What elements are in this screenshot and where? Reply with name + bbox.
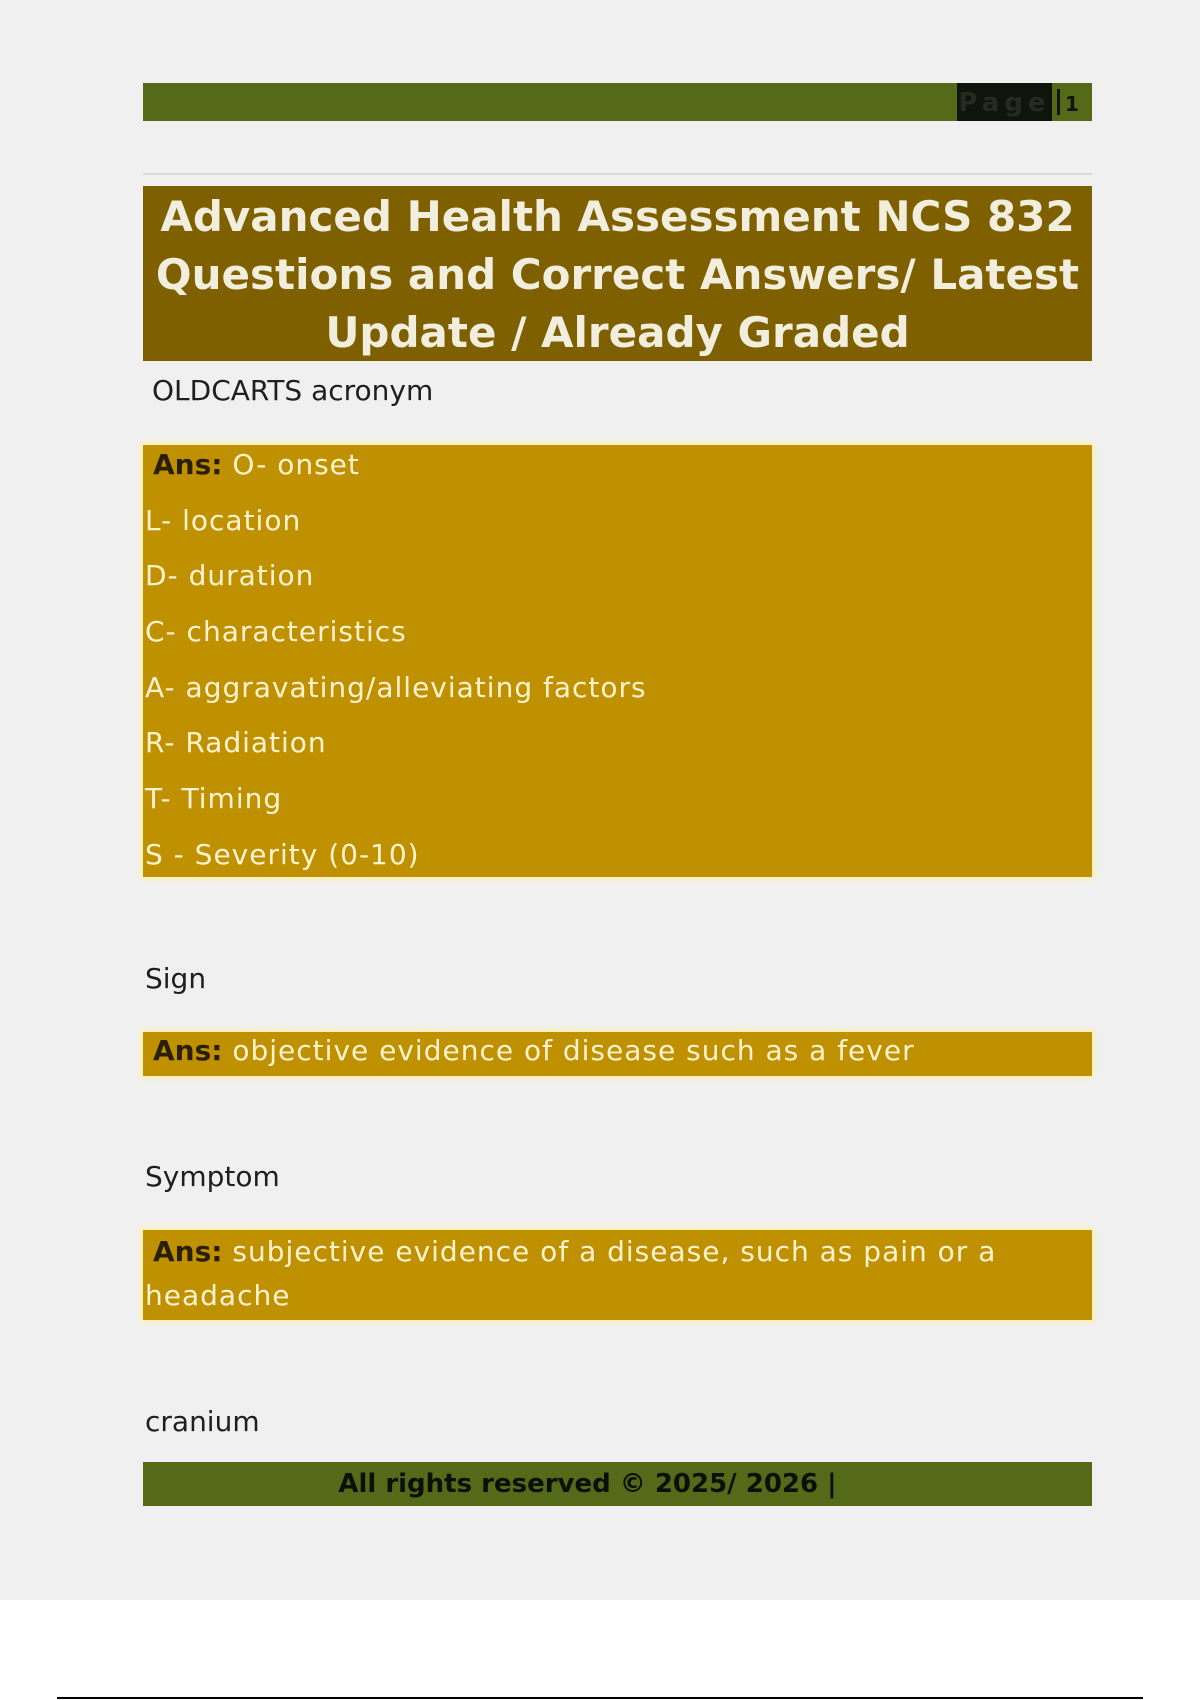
answer-label: Ans: (153, 1235, 223, 1268)
page-number: 1 (1065, 92, 1079, 116)
answer-line: R- Radiation (145, 726, 327, 760)
answer-line: D- duration (145, 559, 315, 593)
answer-line: S - Severity (0-10) (145, 837, 420, 871)
question-symptom: Symptom (145, 1160, 280, 1193)
answer-line: L- location (145, 503, 302, 537)
title-line-2: Questions and Correct Answers/ Latest (155, 250, 1080, 299)
title-line-1: Advanced Health Assessment NCS 832 (160, 192, 1075, 241)
answer-line: A- aggravating/alleviating factors (145, 670, 647, 704)
title-line-3: Update / Already Graded (325, 308, 910, 357)
answer-box-symptom (143, 1230, 1092, 1320)
answer-line: T- Timing (145, 782, 283, 816)
page-footer: All rights reserved © 2025/ 2026 | (143, 1462, 1092, 1506)
answer-label: Ans: (153, 448, 223, 481)
page-header-bar (143, 83, 1092, 121)
answer-line: Ans: O- onset (153, 448, 360, 481)
answer-box-sign (143, 1032, 1092, 1076)
answer-line: Ans: subjective evidence of a disease, such as pain or a (145, 1230, 1092, 1274)
question-cranium: cranium (145, 1405, 260, 1438)
header-divider (143, 173, 1092, 175)
answer-label: Ans: (153, 1034, 223, 1067)
question-sign: Sign (145, 962, 207, 995)
answer-line: C- characteristics (145, 615, 407, 649)
page-label: Page (957, 83, 1052, 121)
question-oldcarts: OLDCARTS acronym (152, 374, 434, 407)
answer-line: headache (145, 1279, 291, 1312)
answer-box-oldcarts (143, 445, 1092, 877)
document-title (143, 186, 1092, 361)
bottom-divider (57, 1697, 1143, 1699)
answer-line: Ans: objective evidence of disease such as a fever (153, 1034, 915, 1067)
